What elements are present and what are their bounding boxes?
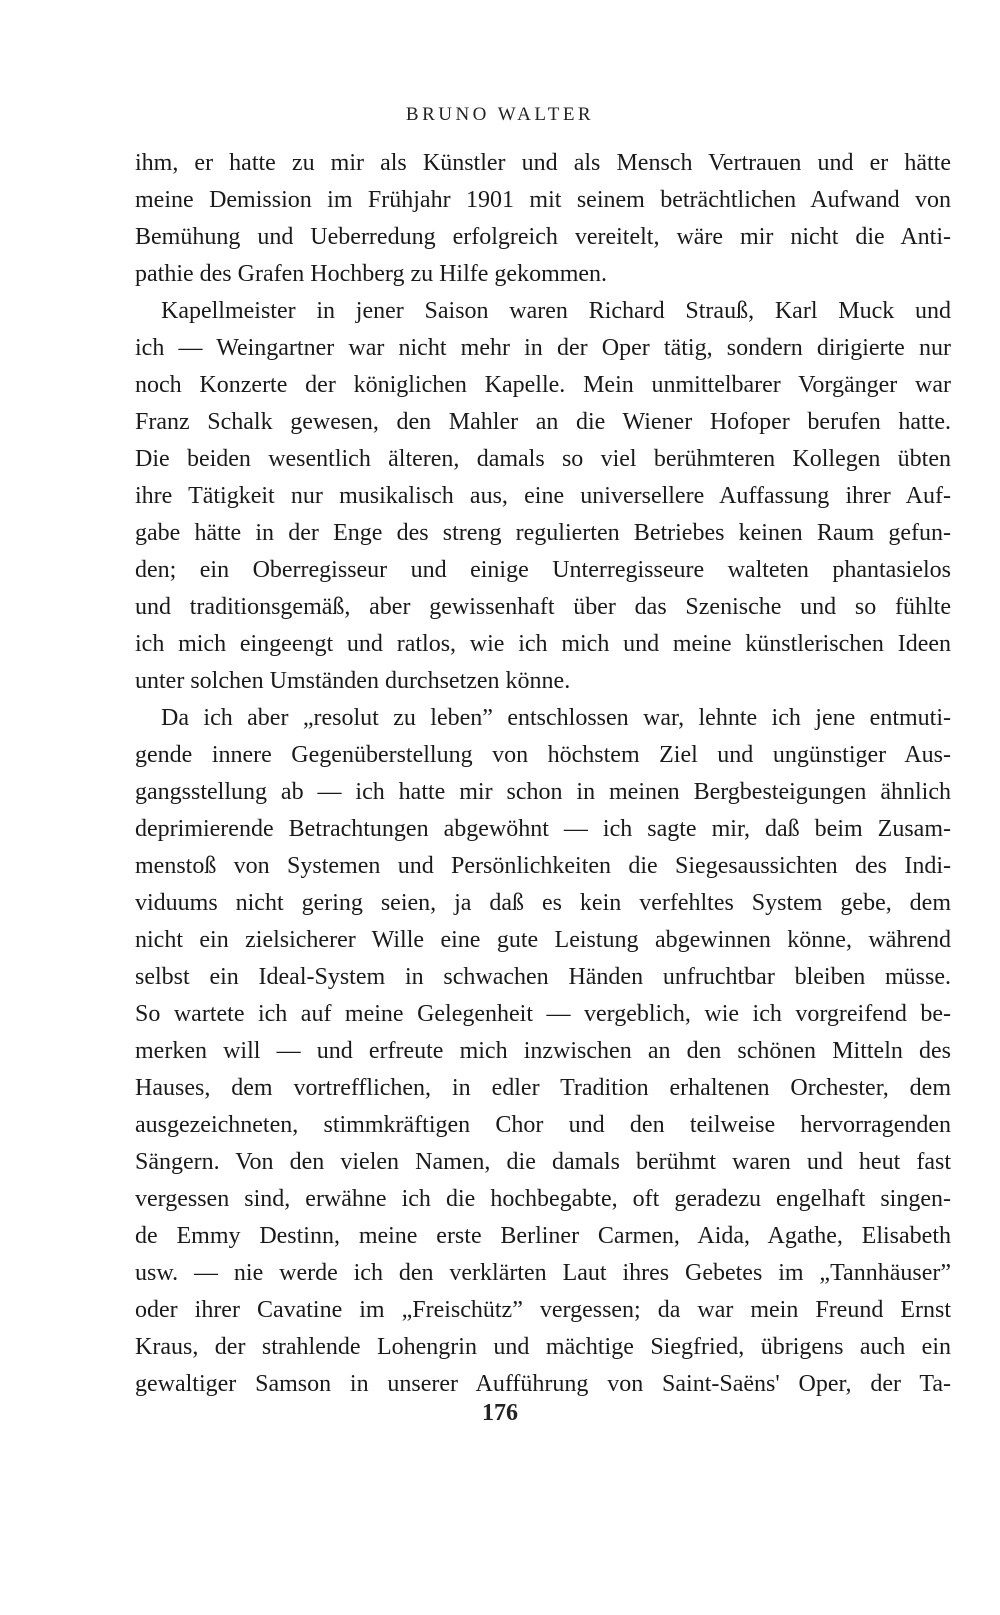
text-line: vergessen sind, erwähne ich die hochbegabte, oft geradezu engelhaft singen- (135, 1186, 951, 1212)
text-line: unter solchen Umständen durchsetzen könne. (135, 668, 571, 694)
text-line: ausgezeichneten, stimmkräftigen Chor und den teilweise hervorragenden (135, 1112, 951, 1138)
page-number: 176 (482, 1400, 518, 1426)
text-line: So wartete ich auf meine Gelegenheit — vergeblich, wie ich vorgreifend be- (135, 1001, 951, 1027)
text-line: Kraus, der strahlende Lohengrin und mächtige Siegfried, übrigens auch ein (135, 1334, 951, 1360)
text-line: nicht ein zielsicherer Wille eine gute Leistung abgewinnen könne, während (135, 927, 951, 953)
text-line: den; ein Oberregisseur und einige Unterregisseure walteten phantasielos (135, 557, 951, 583)
paragraph-start-line: Da ich aber „resolut zu leben” entschlossen war, lehnte ich jene entmuti- (161, 705, 951, 731)
text-line: Die beiden wesentlich älteren, damals so viel berühmteren Kollegen übten (135, 446, 951, 472)
text-line: ihm, er hatte zu mir als Künstler und als Mensch Vertrauen und er hätte (135, 150, 951, 176)
text-line: gewaltiger Samson in unserer Aufführung von Saint-Saëns' Oper, der Ta- (135, 1371, 951, 1397)
text-line: de Emmy Destinn, meine erste Berliner Carmen, Aida, Agathe, Elisabeth (135, 1223, 951, 1249)
text-line: gabe hätte in der Enge des streng regulierten Betriebes keinen Raum gefun- (135, 520, 951, 546)
text-line: noch Konzerte der königlichen Kapelle. Mein unmittelbarer Vorgänger war (135, 372, 951, 398)
running-head: BRUNO WALTER (405, 104, 595, 125)
text-line: gende innere Gegenüberstellung von höchstem Ziel und ungünstiger Aus- (135, 742, 951, 768)
text-line: deprimierende Betrachtungen abgewöhnt — ich sagte mir, daß beim Zusam- (135, 816, 951, 842)
text-line: Franz Schalk gewesen, den Mahler an die Wiener Hofoper berufen hatte. (135, 409, 951, 435)
text-line: Bemühung und Ueberredung erfolgreich vereitelt, wäre mir nicht die Anti- (135, 224, 951, 250)
text-line: menstoß von Systemen und Persönlichkeiten die Siegesaussichten des Indi- (135, 853, 951, 879)
text-line: meine Demission im Frühjahr 1901 mit seinem beträchtlichen Aufwand von (135, 187, 951, 213)
text-line: ihre Tätigkeit nur musikalisch aus, eine universellere Auffassung ihrer Auf- (135, 483, 951, 509)
text-line: Hauses, dem vortrefflichen, in edler Tradition erhaltenen Orchester, dem (135, 1075, 951, 1101)
text-line: oder ihrer Cavatine im „Freischütz” vergessen; da war mein Freund Ernst (135, 1297, 951, 1323)
text-line: ich mich eingeengt und ratlos, wie ich mich und meine künstlerischen Ideen (135, 631, 951, 657)
text-line: Sängern. Von den vielen Namen, die damals berühmt waren und heut fast (135, 1149, 951, 1175)
text-line: merken will — und erfreute mich inzwischen an den schönen Mitteln des (135, 1038, 951, 1064)
text-line: viduums nicht gering seien, ja daß es kein verfehltes System gebe, dem (135, 890, 951, 916)
paragraph-start-line: Kapellmeister in jener Saison waren Richard Strauß, Karl Muck und (161, 298, 951, 324)
text-line: und traditionsgemäß, aber gewissenhaft über das Szenische und so fühlte (135, 594, 951, 620)
text-line: usw. — nie werde ich den verklärten Laut ihres Gebetes im „Tannhäuser” (135, 1260, 951, 1286)
text-line: pathie des Grafen Hochberg zu Hilfe gekommen. (135, 261, 608, 287)
body-text (135, 145, 951, 1403)
text-line: ich — Weingartner war nicht mehr in der Oper tätig, sondern dirigierte nur (135, 335, 951, 361)
text-line: gangsstellung ab — ich hatte mir schon in meinen Bergbesteigungen ähnlich (135, 779, 951, 805)
text-line: selbst ein Ideal-System in schwachen Händen unfruchtbar bleiben müsse. (135, 964, 951, 990)
